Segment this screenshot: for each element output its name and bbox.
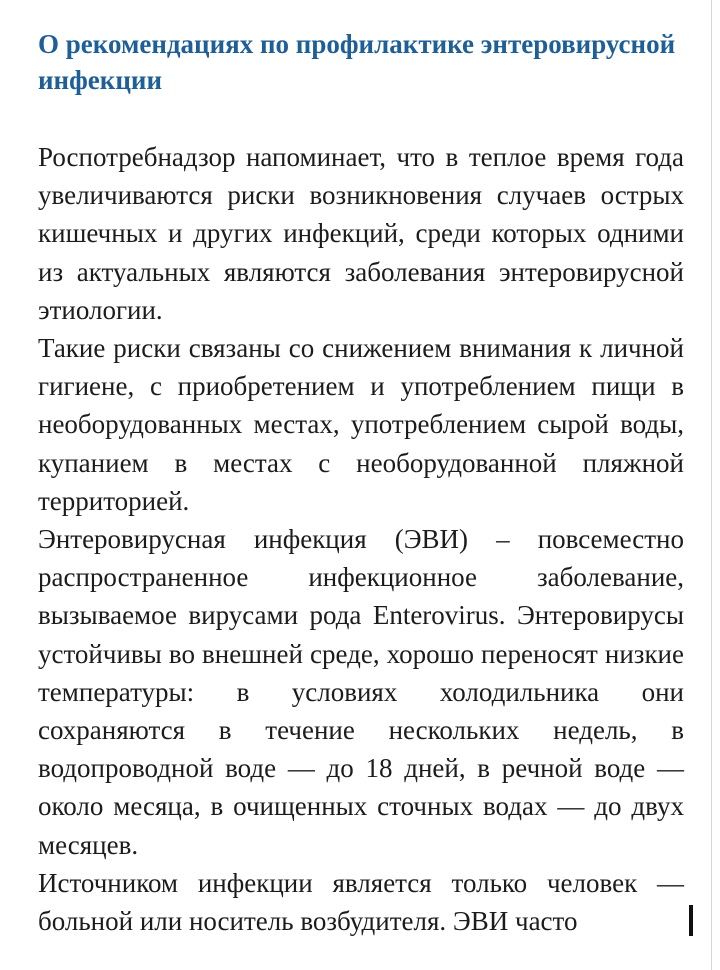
page-edge-divider xyxy=(711,0,712,970)
text-cursor xyxy=(689,905,693,936)
paragraph-1: Роспотребнадзор напоминает, что в теплое время года увеличиваются риски возникновения случаев острых кишечных и других инфекций, среди которых одними из актуальных являются заболевания энтеровирусной этиологии. xyxy=(38,142,684,325)
article-body[interactable] xyxy=(38,138,684,940)
paragraph-2: Такие риски связаны со снижением внимания к личной гигиене, с приобретением и употреблением пищи в необорудованных местах, употреблением сырой воды, купанием в местах с необорудованной пляжной территорией. xyxy=(38,333,684,516)
article-title: О рекомендациях по профилактике энтеровирусной инфекции xyxy=(38,29,676,95)
paragraph-3: Энтеровирусная инфекция (ЭВИ) – повсеместно распространенное инфекционное заболевание, вызываемое вирусами рода Enterovirus. Энтеровирусы устойчивы во внешней среде, хорошо переносят низкие температуры: в условиях холодильника они сохраняются в течение нескольких недель, в водопроводной воде — до 18 дней, в речной воде —около месяца, в очищенных сточных водах — до двух месяцев. xyxy=(38,524,684,860)
paragraph-4: Источником инфекции является только человек — больной или носитель возбудителя. ЭВИ часто xyxy=(38,867,684,937)
